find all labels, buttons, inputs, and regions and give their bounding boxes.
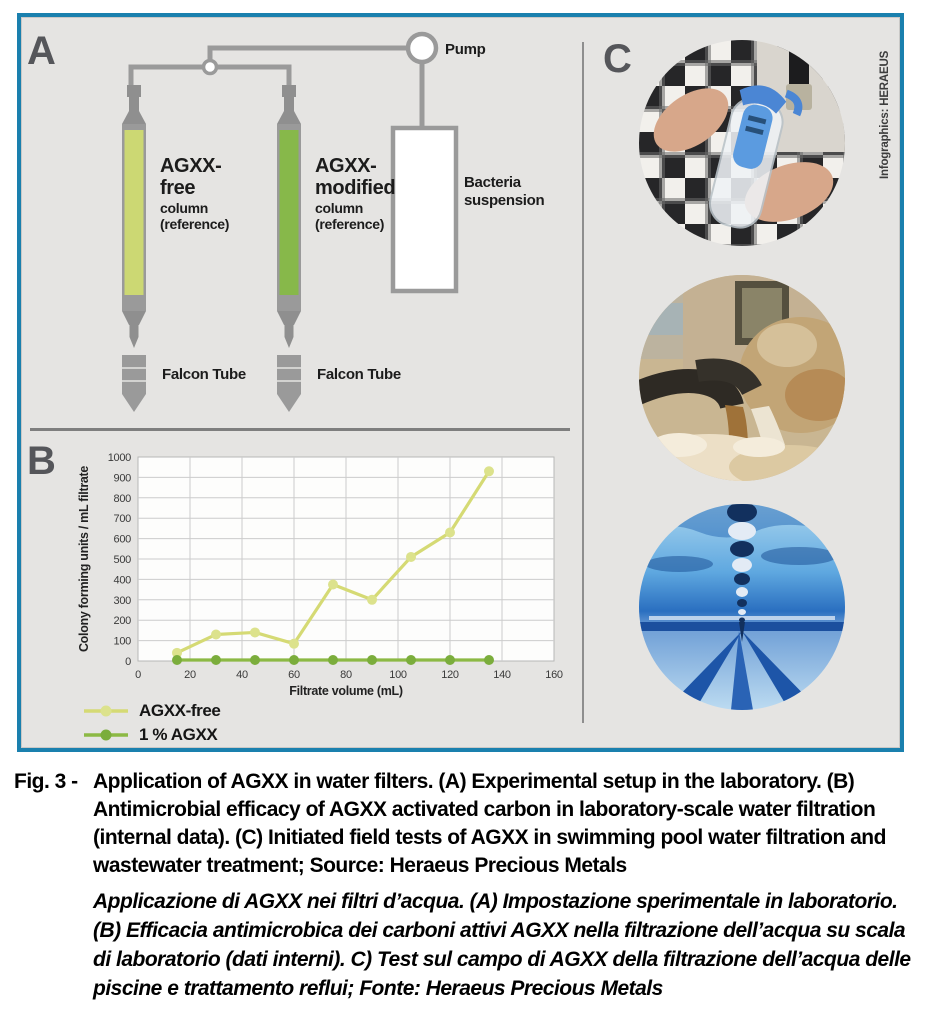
photo-water-filter-bottle-art: [639, 40, 845, 246]
agxx-modified-label-2: modified: [315, 177, 396, 199]
y-axis-label: Colony forming units / mL filtrate: [77, 465, 91, 653]
photo-swimming-pool: [639, 504, 845, 710]
series-point-0: [367, 595, 377, 605]
y-tick-label: 500: [113, 554, 131, 566]
agxx-free-column: [122, 85, 146, 412]
photo-water-filter-bottle: [639, 40, 845, 246]
infographics-credit: Infographics: HERAEUS: [879, 50, 891, 179]
figure-caption: [14, 768, 913, 1003]
series-point-0: [211, 629, 221, 639]
agxx-free-sublabel: column: [160, 200, 208, 216]
panel-a-label: A: [27, 29, 55, 73]
chart-legend: [83, 701, 220, 749]
x-tick-label: 0: [135, 669, 141, 681]
figure-number: Fig. 3 -: [14, 770, 78, 793]
falcon-tube-right: [277, 355, 301, 412]
legend-swatch-agxx-free: [83, 705, 129, 717]
experimental-setup-diagram: [21, 17, 581, 422]
y-tick-label: 700: [113, 513, 131, 526]
falcon-tube-right-label: Falcon Tube: [317, 366, 401, 383]
caption-english: Application of AGXX in water filters. (A) Experimental setup in the laboratory. (B) Antimicrobial efficacy of AGXX activated carbon in laboratory-scale water filtration (internal data). (C) Initiated field tests of AGXX in swimming pool water filtration and wastewater treatment; Source: Heraeus Precious Metals: [93, 770, 886, 877]
photo-wastewater-art: [639, 275, 845, 481]
agxx-free-column-fill: [125, 130, 144, 295]
falcon-tube-left: [122, 355, 146, 412]
tubing-junction-valve: [204, 61, 217, 74]
agxx-free-sublabel-2: (reference): [160, 216, 230, 232]
x-tick-label: 160: [545, 669, 563, 681]
caption-italian: Applicazione di AGXX nei filtri d’acqua. (A) Impostazione sperimentale in laboratorio. (B) Efficacia antimicrobica dei carboni attivi AGXX nella filtrazione dell’acqua su scala di laboratorio (dati interni). C) Test sul campo di AGXX della filtrazione dell’acqua delle piscine e trattamento reflui; Fonte: Heraeus Precious Metals: [93, 890, 911, 1000]
bacteria-suspension-label: Bacteria: [464, 174, 521, 191]
x-tick-label: 140: [493, 669, 511, 681]
legend-label-1pct-agxx: 1 % AGXX: [139, 725, 218, 744]
x-tick-label: 100: [389, 669, 407, 681]
panel-b-label: B: [27, 439, 55, 483]
panel-divider-horizontal: [30, 428, 570, 431]
series-point-0: [289, 639, 299, 649]
agxx-free-label: AGXX-: [160, 155, 222, 177]
agxx-modified-column-fill: [280, 130, 299, 295]
x-tick-label: 40: [236, 669, 248, 681]
photo-wastewater-discharge: [639, 275, 845, 481]
agxx-modified-column: [277, 85, 301, 412]
photo-pool-art: [639, 504, 845, 710]
series-point-1: [406, 655, 416, 665]
y-tick-label: 300: [113, 594, 131, 607]
x-tick-label: 60: [288, 669, 300, 681]
bacteria-suspension-bottle: [393, 128, 456, 291]
legend-label-agxx-free: AGXX-free: [139, 701, 221, 720]
panel-c-label: C: [603, 37, 631, 81]
series-point-1: [328, 655, 338, 665]
series-point-1: [445, 655, 455, 665]
series-point-1: [484, 655, 494, 665]
pump-symbol: [408, 34, 436, 62]
series-point-0: [328, 580, 338, 590]
agxx-modified-sublabel-2: (reference): [315, 216, 385, 232]
series-point-0: [250, 627, 260, 637]
series-point-1: [367, 655, 377, 665]
y-tick-label: 600: [113, 533, 131, 546]
window: [647, 303, 687, 335]
y-tick-label: 100: [113, 635, 131, 648]
y-tick-label: 1000: [107, 452, 131, 464]
tubing-upper: [210, 48, 408, 67]
series-point-1: [289, 655, 299, 665]
agxx-free-label-2: free: [160, 177, 196, 199]
x-tick-label: 20: [184, 669, 196, 681]
pump-label: Pump: [445, 41, 486, 58]
infographic-frame: [17, 13, 904, 752]
series-point-1: [211, 655, 221, 665]
falcon-tube-left-label: Falcon Tube: [162, 366, 246, 383]
x-tick-label: 80: [340, 669, 352, 681]
x-axis-label: Filtrate volume (mL): [289, 684, 403, 698]
x-tick-label: 120: [441, 669, 459, 681]
y-tick-label: 800: [113, 492, 131, 505]
y-tick-label: 900: [113, 472, 131, 485]
y-tick-label: 200: [113, 615, 131, 628]
legend-swatch-1pct-agxx: [83, 729, 129, 741]
legend-item-agxx-free: [83, 701, 220, 721]
bacteria-suspension-label-2: suspension: [464, 192, 545, 209]
legend-item-1pct-agxx: [83, 725, 220, 745]
panel-divider-vertical: [582, 42, 584, 723]
series-point-0: [445, 527, 455, 537]
agxx-modified-sublabel: column: [315, 200, 363, 216]
agxx-modified-label: AGXX-: [315, 155, 377, 177]
series-point-1: [250, 655, 260, 665]
series-point-0: [406, 552, 416, 562]
y-tick-label: 0: [125, 656, 131, 668]
dark-object: [789, 40, 809, 88]
series-point-0: [484, 466, 494, 476]
y-tick-label: 400: [113, 574, 131, 587]
efficacy-line-chart: [76, 445, 572, 699]
series-point-1: [172, 655, 182, 665]
